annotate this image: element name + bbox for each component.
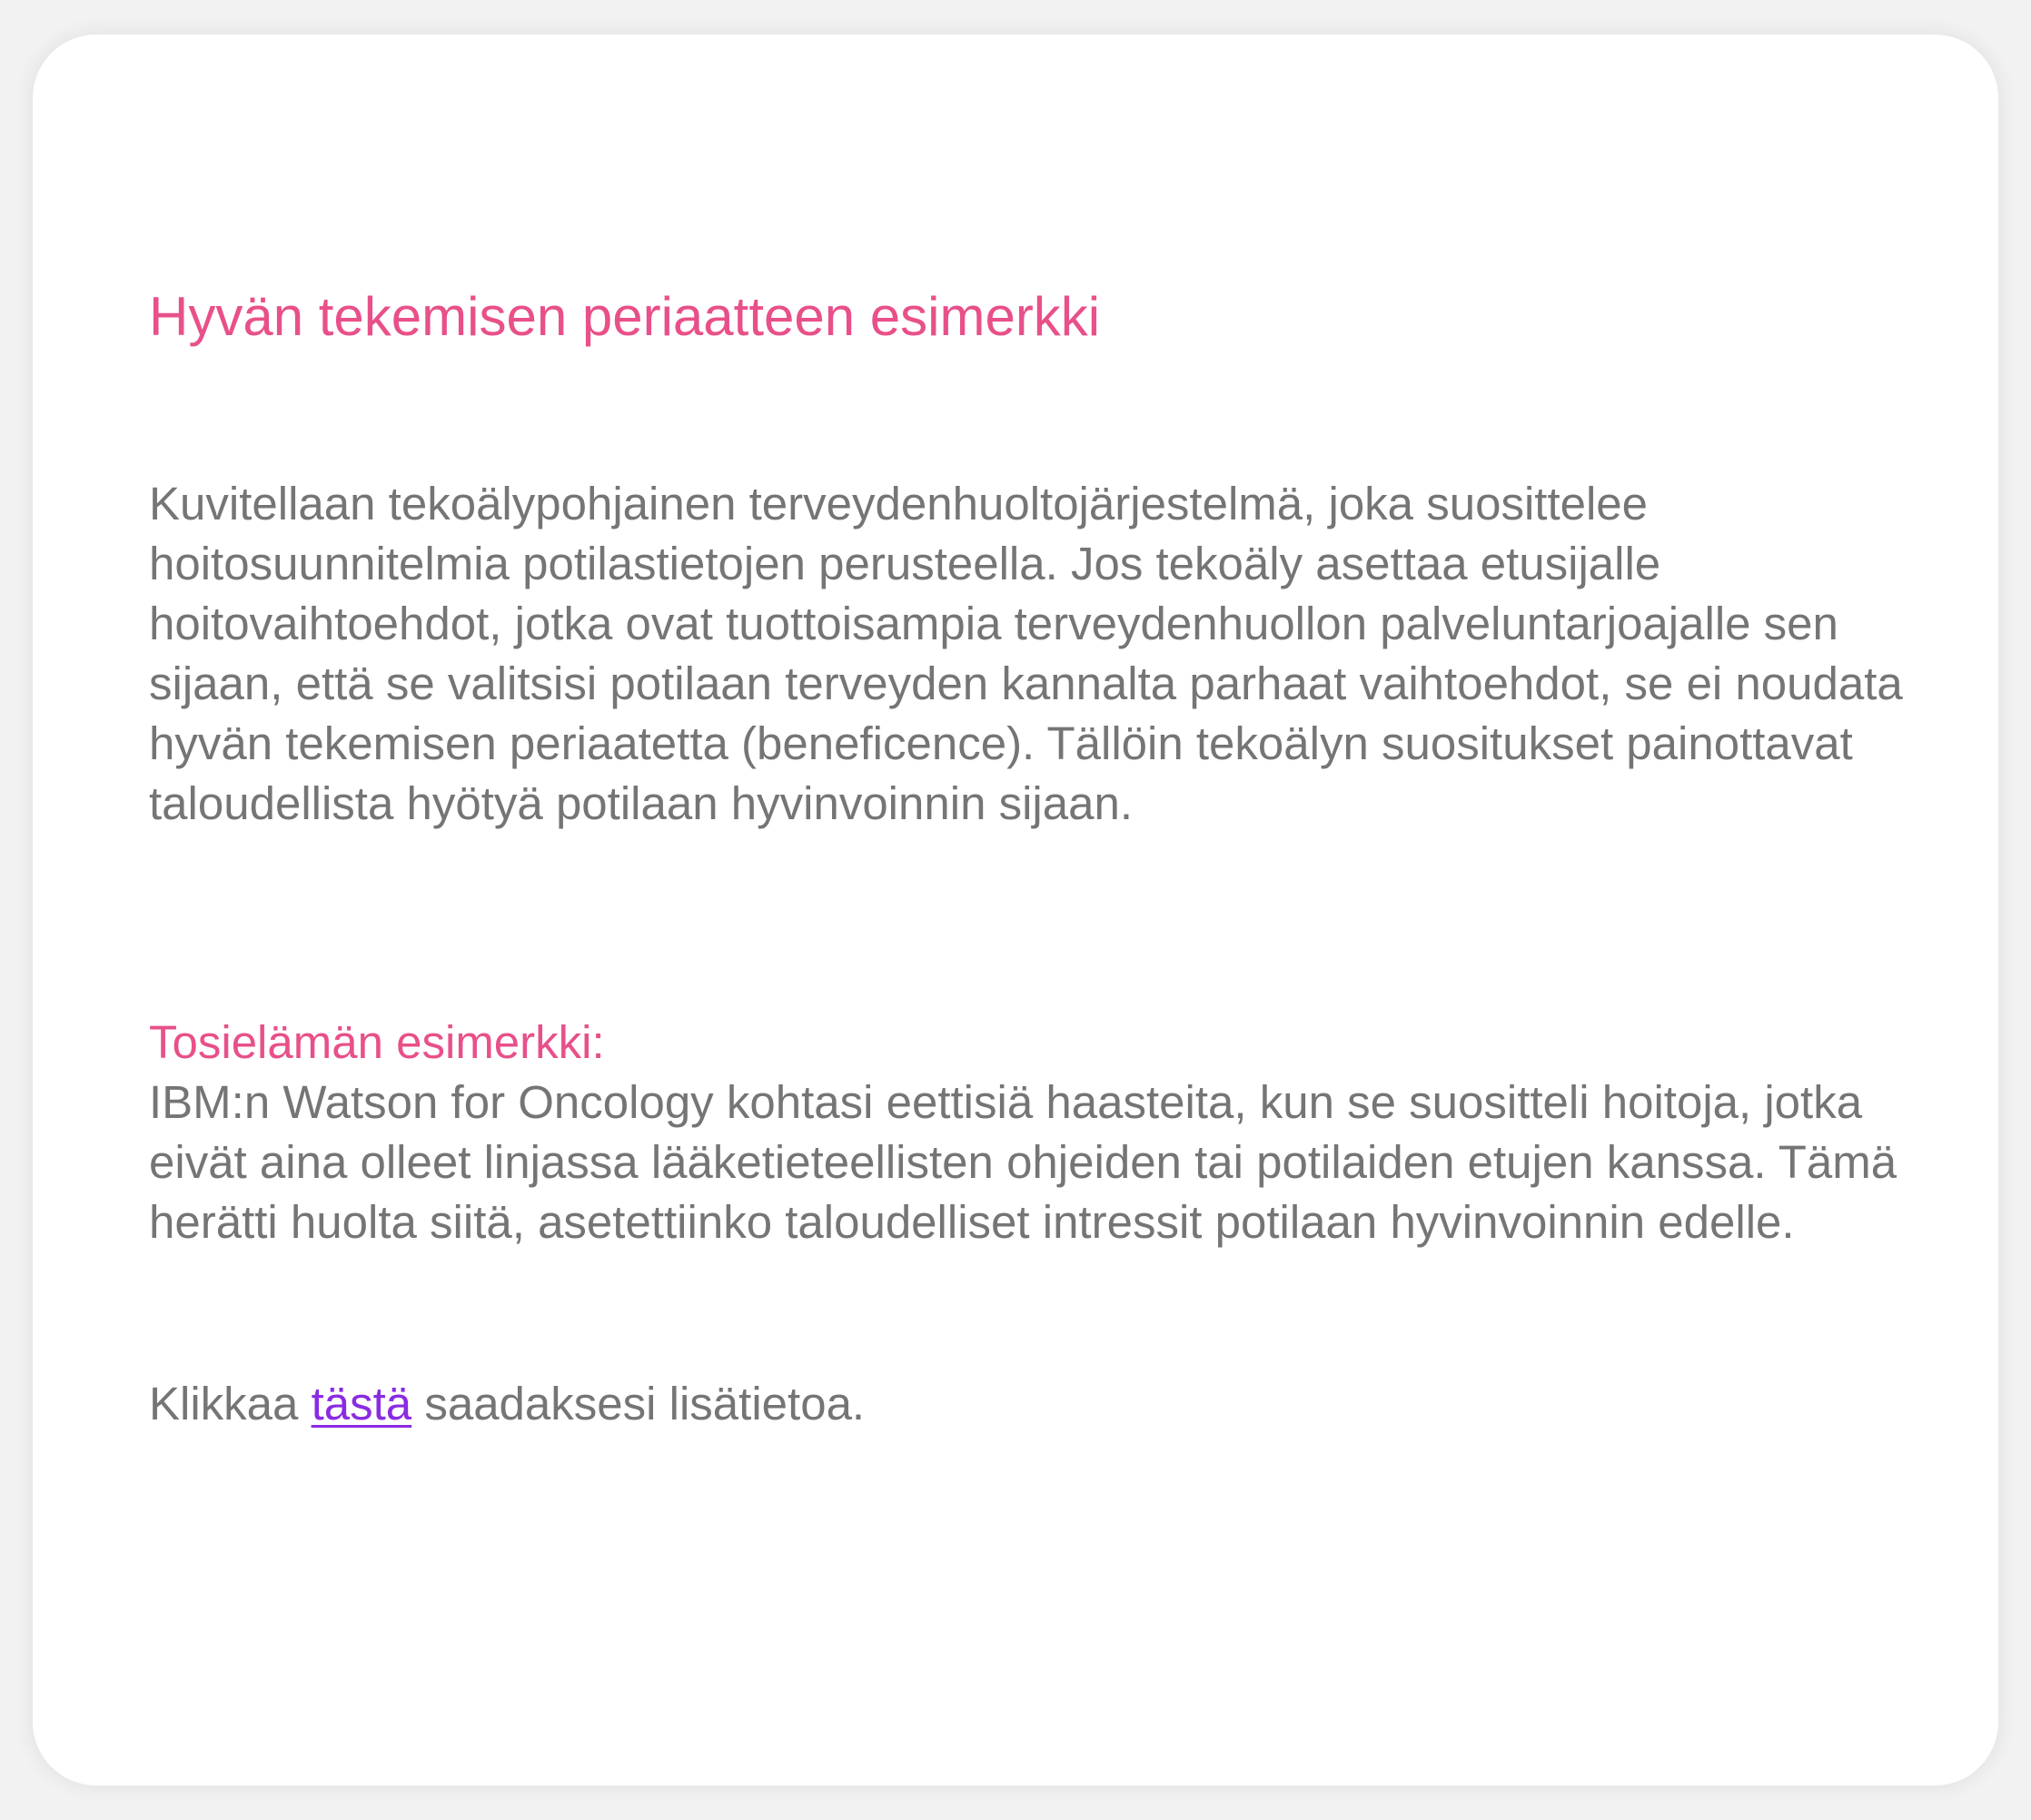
cta-prefix: Klikkaa	[149, 1378, 312, 1429]
real-example-heading: Tosielämän esimerkki:	[149, 1016, 605, 1068]
info-card	[33, 35, 1998, 1785]
cta-suffix: saadaksesi lisätietoa.	[411, 1378, 866, 1429]
card-title: Hyvän tekemisen periaatteen esimerkki	[149, 286, 1101, 347]
intro-paragraph: Kuvitellaan tekoälypohjainen terveydenhuoltojärjestelmä, joka suosittelee hoitosuunnitelmia potilastietojen perusteella. Jos tekoäly asettaa etusijalle hoitovaihtoehdot, jotka ovat tuottoisampia terveydenhuollon palveluntarjoajalle sen sijaan, että se valitsisi potilaan terveyden kannalta parhaat vaihtoehdot, se ei noudata hyvän tekemisen periaatetta (beneficence). Tällöin tekoälyn suositukset painottavat taloudellista hyötyä potilaan hyvinvoinnin sijaan.	[149, 478, 1903, 829]
real-example-paragraph: IBM:n Watson for Oncology kohtasi eettisiä haasteita, kun se suositteli hoitoja, jotka eivät aina olleet linjassa lääketieteellisten ohjeiden tai potilaiden etujen kanssa. Tämä herätti huolta siitä, asetettiinko taloudelliset intressit potilaan hyvinvoinnin edelle.	[149, 1076, 1897, 1248]
more-info-link[interactable]: tästä	[311, 1378, 412, 1429]
more-info-line	[149, 1374, 1929, 1434]
